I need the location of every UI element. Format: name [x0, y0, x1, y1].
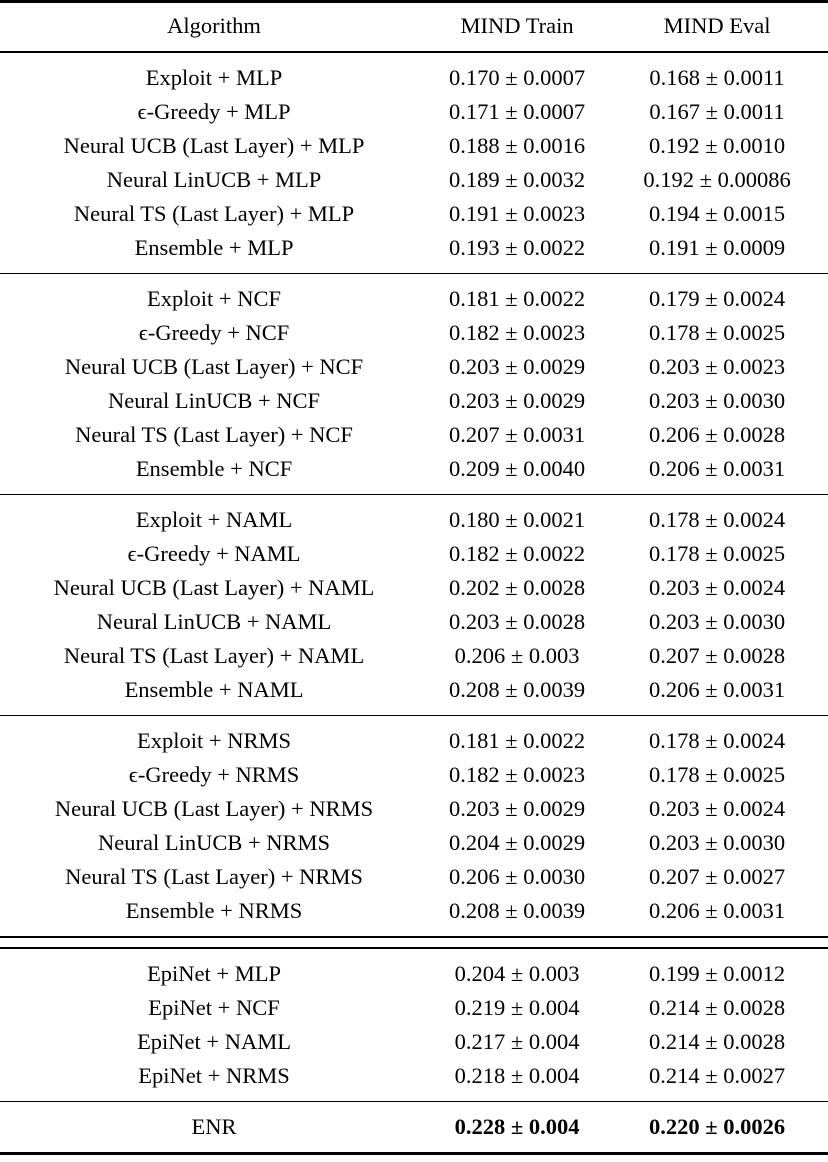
eval-value-cell: 0.203 ± 0.0023 — [648, 354, 786, 379]
train-value-cell: 0.171 ± 0.0007 — [449, 99, 586, 124]
algorithm-cell: Neural LinUCB + NCF — [108, 388, 321, 413]
table-row — [0, 503, 828, 537]
train-value-cell: 0.206 ± 0.0030 — [449, 864, 586, 889]
algorithm-cell: Exploit + NAML — [135, 507, 293, 532]
algorithm-cell: Ensemble + NRMS — [125, 898, 303, 923]
algorithm-cell: EpiNet + MLP — [147, 960, 281, 986]
train-value-cell: 0.206 ± 0.003 — [454, 643, 580, 668]
table-row — [0, 724, 828, 758]
table-row — [0, 605, 828, 639]
train-value-cell: 0.182 ± 0.0023 — [449, 320, 586, 345]
header-algorithm: Algorithm — [167, 13, 261, 38]
algorithm-cell: ENR — [191, 1113, 237, 1139]
table-row — [0, 894, 828, 928]
algorithm-cell: Neural TS (Last Layer) + NAML — [63, 643, 365, 668]
algorithm-cell: Neural TS (Last Layer) + MLP — [73, 201, 355, 226]
train-value-cell: 0.203 ± 0.0029 — [449, 388, 586, 413]
algorithm-cell: EpiNet + NCF — [148, 994, 280, 1020]
table-group-epinet — [0, 949, 828, 1101]
train-value-cell: 0.170 ± 0.0007 — [449, 65, 586, 90]
eval-value-cell: 0.178 ± 0.0024 — [648, 728, 786, 753]
eval-value-cell: 0.167 ± 0.0011 — [649, 99, 785, 124]
eval-value-cell: 0.178 ± 0.0025 — [648, 320, 786, 345]
table-row — [0, 61, 828, 95]
table-group-naml — [0, 494, 828, 715]
eval-value-cell: 0.207 ± 0.0028 — [648, 643, 786, 668]
train-value-cell: 0.203 ± 0.0028 — [449, 609, 586, 634]
eval-value-cell: 0.192 ± 0.0010 — [648, 133, 786, 158]
eval-value-cell: 0.203 ± 0.0024 — [648, 575, 786, 600]
eval-value-cell: 0.206 ± 0.0028 — [648, 422, 786, 447]
table-row — [0, 316, 828, 350]
algorithm-cell: Ensemble + NCF — [135, 456, 293, 481]
eval-value-cell: 0.199 ± 0.0012 — [648, 960, 786, 986]
table-row — [0, 452, 828, 486]
algorithm-cell: Exploit + MLP — [145, 65, 283, 90]
train-value-cell: 0.203 ± 0.0029 — [449, 354, 586, 379]
algorithm-cell: ϵ-Greedy + NRMS — [128, 762, 300, 787]
eval-value-cell: 0.192 ± 0.00086 — [643, 167, 791, 192]
eval-value-cell: 0.178 ± 0.0024 — [648, 507, 786, 532]
eval-value-cell: 0.203 ± 0.0030 — [648, 830, 786, 855]
eval-value-cell: 0.179 ± 0.0024 — [648, 286, 786, 311]
algorithm-cell: EpiNet + NRMS — [138, 1062, 290, 1088]
eval-value-cell: 0.203 ± 0.0024 — [648, 796, 786, 821]
train-value-cell: 0.181 ± 0.0022 — [449, 728, 586, 753]
algorithm-cell: EpiNet + NAML — [137, 1028, 291, 1054]
train-value-cell: 0.189 ± 0.0032 — [449, 167, 586, 192]
eval-value-cell: 0.194 ± 0.0015 — [648, 201, 786, 226]
algorithm-cell: ϵ-Greedy + MLP — [137, 99, 291, 124]
table-group-enr — [0, 1101, 828, 1152]
table-row — [0, 1059, 828, 1093]
eval-value-cell: 0.203 ± 0.0030 — [648, 388, 786, 413]
algorithm-cell: ϵ-Greedy + NAML — [127, 541, 301, 566]
table-row — [0, 792, 828, 826]
eval-value-cell: 0.206 ± 0.0031 — [648, 456, 786, 481]
table-row — [0, 860, 828, 894]
table-row — [0, 384, 828, 418]
algorithm-cell: Neural TS (Last Layer) + NRMS — [65, 864, 363, 889]
table-row — [0, 1025, 828, 1059]
train-value-cell: 0.182 ± 0.0022 — [449, 541, 586, 566]
table-row — [0, 350, 828, 384]
algorithm-cell: Neural LinUCB + MLP — [106, 167, 322, 192]
algorithm-cell: Neural UCB (Last Layer) + NRMS — [54, 796, 374, 821]
table-group-ncf — [0, 273, 828, 494]
table-body — [0, 53, 828, 1152]
eval-value-cell: 0.220 ± 0.0026 — [648, 1113, 786, 1139]
train-value-cell: 0.228 ± 0.004 — [454, 1113, 580, 1139]
train-value-cell: 0.180 ± 0.0021 — [449, 507, 586, 532]
table-row — [0, 673, 828, 707]
train-value-cell: 0.208 ± 0.0039 — [449, 677, 586, 702]
train-value-cell: 0.203 ± 0.0029 — [449, 796, 586, 821]
header-mind-eval: MIND Eval — [663, 13, 771, 38]
double-rule-separator — [0, 936, 828, 949]
table-header-row — [0, 3, 828, 53]
algorithm-cell: Exploit + NRMS — [137, 728, 292, 753]
algorithm-cell: Ensemble + NAML — [124, 677, 304, 702]
eval-value-cell: 0.214 ± 0.0027 — [648, 1062, 786, 1088]
train-value-cell: 0.181 ± 0.0022 — [449, 286, 586, 311]
algorithm-cell: Ensemble + MLP — [134, 235, 294, 260]
train-value-cell: 0.204 ± 0.003 — [454, 960, 580, 986]
train-value-cell: 0.218 ± 0.004 — [454, 1062, 580, 1088]
header-mind-train: MIND Train — [460, 13, 574, 38]
table-row — [0, 537, 828, 571]
train-value-cell: 0.207 ± 0.0031 — [449, 422, 586, 447]
train-value-cell: 0.217 ± 0.004 — [454, 1028, 580, 1054]
train-value-cell: 0.208 ± 0.0039 — [449, 898, 586, 923]
eval-value-cell: 0.206 ± 0.0031 — [648, 898, 786, 923]
eval-value-cell: 0.214 ± 0.0028 — [648, 1028, 786, 1054]
train-value-cell: 0.182 ± 0.0023 — [449, 762, 586, 787]
table-row — [0, 957, 828, 991]
eval-value-cell: 0.178 ± 0.0025 — [648, 762, 786, 787]
table-row — [0, 197, 828, 231]
algorithm-cell: Exploit + NCF — [147, 286, 282, 311]
train-value-cell: 0.191 ± 0.0023 — [449, 201, 586, 226]
train-value-cell: 0.209 ± 0.0040 — [449, 456, 586, 481]
table-row — [0, 282, 828, 316]
eval-value-cell: 0.191 ± 0.0009 — [648, 235, 786, 260]
algorithm-cell: Neural UCB (Last Layer) + NCF — [64, 354, 364, 379]
algorithm-cell: Neural LinUCB + NAML — [96, 609, 332, 634]
algorithm-cell: ϵ-Greedy + NCF — [138, 320, 290, 345]
table-row — [0, 758, 828, 792]
table-row — [0, 991, 828, 1025]
algorithm-cell: Neural UCB (Last Layer) + MLP — [63, 133, 365, 158]
table-row — [0, 129, 828, 163]
table-row — [0, 163, 828, 197]
table-row — [0, 826, 828, 860]
eval-value-cell: 0.203 ± 0.0030 — [648, 609, 786, 634]
table-row — [0, 1110, 828, 1144]
algorithm-cell: Neural TS (Last Layer) + NCF — [75, 422, 353, 447]
train-value-cell: 0.202 ± 0.0028 — [449, 575, 586, 600]
train-value-cell: 0.193 ± 0.0022 — [449, 235, 586, 260]
eval-value-cell: 0.168 ± 0.0011 — [649, 65, 785, 90]
eval-value-cell: 0.207 ± 0.0027 — [648, 864, 786, 889]
table-row — [0, 95, 828, 129]
train-value-cell: 0.188 ± 0.0016 — [449, 133, 586, 158]
train-value-cell: 0.219 ± 0.004 — [454, 994, 580, 1020]
algorithm-cell: Neural LinUCB + NRMS — [97, 830, 331, 855]
table-row — [0, 571, 828, 605]
table-group-nrms — [0, 715, 828, 936]
algorithm-cell: Neural UCB (Last Layer) + NAML — [53, 575, 375, 600]
table-group-mlp — [0, 53, 828, 273]
train-value-cell: 0.204 ± 0.0029 — [449, 830, 586, 855]
table-row — [0, 231, 828, 265]
table-row — [0, 639, 828, 673]
eval-value-cell: 0.214 ± 0.0028 — [648, 994, 786, 1020]
table-row — [0, 418, 828, 452]
eval-value-cell: 0.178 ± 0.0025 — [648, 541, 786, 566]
eval-value-cell: 0.206 ± 0.0031 — [648, 677, 786, 702]
